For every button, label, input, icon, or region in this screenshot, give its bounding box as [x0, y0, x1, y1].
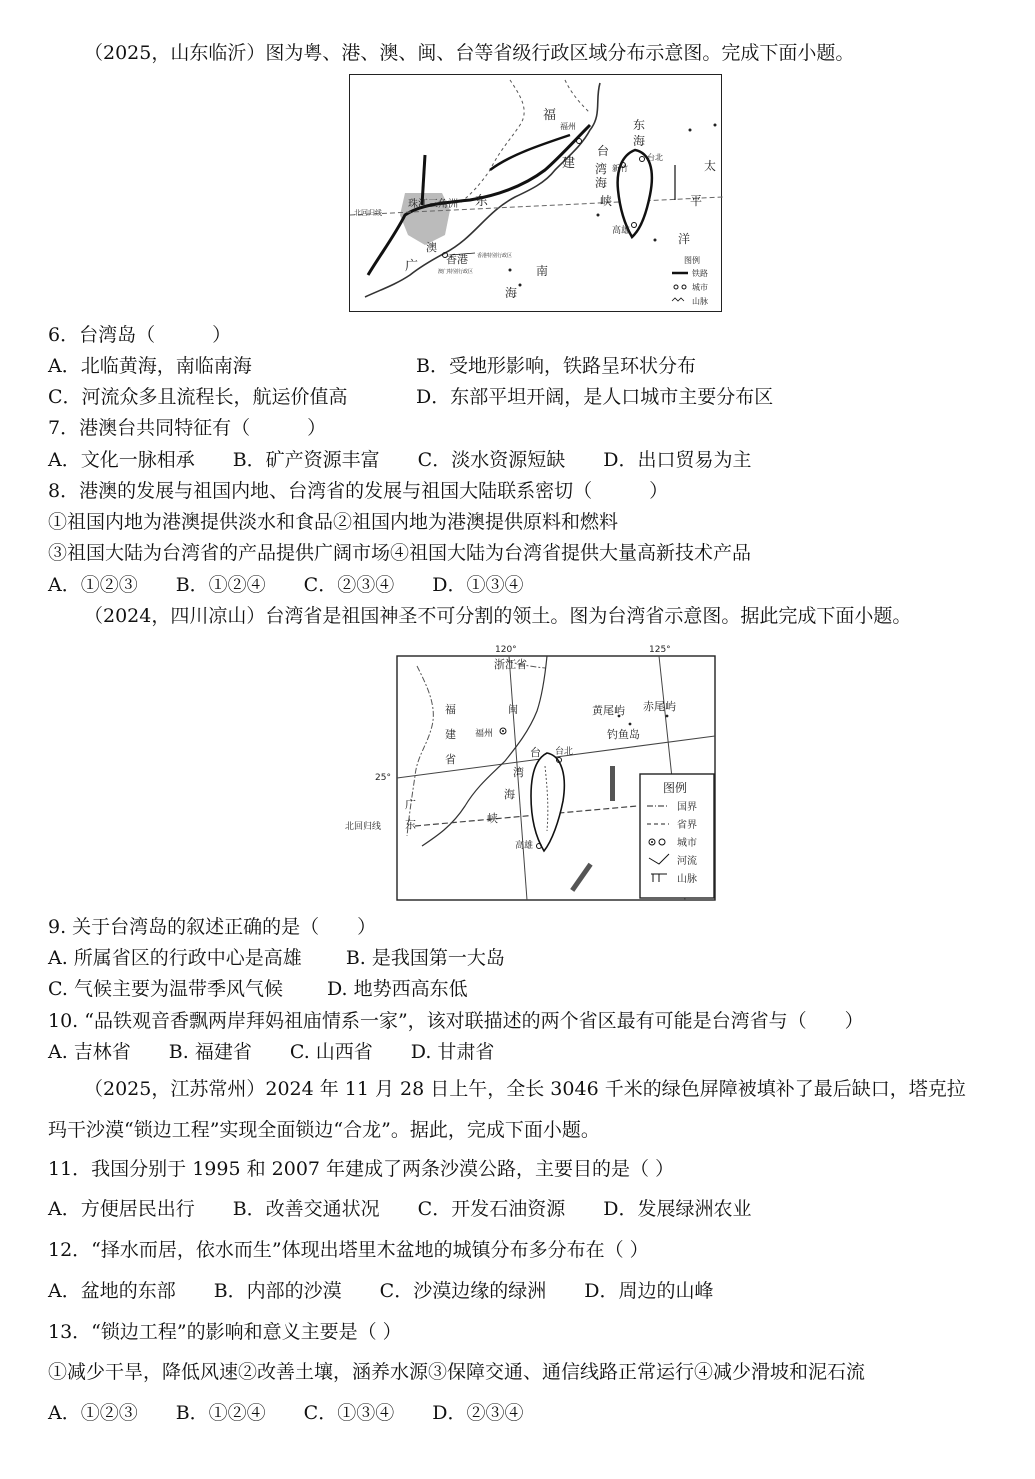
q6-option-b[interactable]: B．受地形影响，铁路呈环状分布: [416, 355, 696, 377]
mainland-coastline: [365, 83, 600, 297]
map2-guang: 广: [405, 798, 416, 811]
q8-stem: 8．港澳的发展与祖国内地、台湾省的发展与祖国大陆联系密切（ ）: [48, 480, 669, 502]
svg-text:山脉: 山脉: [692, 297, 708, 306]
svg-text:城市: 城市: [677, 838, 697, 849]
map1-macau: 澳: [426, 241, 437, 254]
map2-taibei: 台北: [555, 747, 574, 757]
map2-dong: 东: [405, 818, 416, 831]
q6-option-a[interactable]: A．北临黄海，南临南海: [48, 355, 252, 377]
map-guangdong-fujian-taiwan: [349, 74, 722, 312]
map2-xia: 峡: [487, 812, 498, 825]
city-marker: [577, 139, 582, 144]
map-taiwan-province: [345, 645, 715, 900]
map1-gaoxiong: 高雄: [612, 226, 631, 236]
map2-tropic: 北回归线: [345, 822, 382, 832]
map2-fuzhou: 福州: [475, 729, 494, 739]
map2-tai: 台: [530, 746, 541, 759]
map1-taibei: 台北: [647, 153, 663, 162]
map1-strait1: 台: [597, 144, 610, 158]
map1-east-sea1: 东: [633, 118, 646, 132]
q7-stem: 7．港澳台共同特征有（ ）: [48, 417, 327, 439]
map1-south-sea1: 南: [536, 264, 549, 278]
svg-text:山脉: 山脉: [677, 874, 697, 885]
map2-gaoxiong: 高雄: [515, 841, 534, 851]
q8-statement-2: ③祖国大陆为台湾省的产品提供广阔市场④祖国大陆为台湾省提供大量高新技术产品: [48, 542, 752, 564]
svg-text:省界: 省界: [677, 820, 697, 831]
q6-stem: 6．台湾岛（ ）: [48, 324, 232, 346]
map1-pacific2: 平: [690, 194, 703, 208]
map2-wan: 湾: [513, 766, 524, 779]
q12-stem: 12．“择水而居，依水而生”体现出塔里木盆地的城镇分布多分布在（ ）: [48, 1239, 649, 1261]
q11-stem: 11．我国分别于 1995 和 2007 年建成了两条沙漠公路，主要目的是（ ）: [48, 1158, 675, 1180]
svg-text:河流: 河流: [677, 856, 697, 867]
map2-huangwei: 黄尾屿: [592, 704, 625, 717]
map2-lon125: 125°: [649, 645, 671, 655]
map1-fuzhou: 福州: [560, 122, 576, 131]
map1-strait2: 湾: [595, 162, 608, 176]
map1-pearl-delta: 珠江三角洲: [408, 199, 458, 210]
map2-diaoyu: 钓鱼岛: [607, 728, 640, 741]
map1-fujian2: 建: [562, 156, 576, 171]
q12-options[interactable]: A．盆地的东部 B．内部的沙漠 C．沙漠边缘的绿洲 D．周边的山峰: [48, 1280, 714, 1302]
map1-legend: [672, 255, 708, 306]
section3-intro-2: 玛干沙漠“锁边工程”实现全面锁边“合龙”。据此，完成下面小题。: [48, 1119, 600, 1141]
q11-options[interactable]: A．方便居民出行 B．改善交通状况 C．开发石油资源 D．发展绿洲农业: [48, 1198, 752, 1220]
map1-guang: 广: [405, 259, 419, 274]
q9-stem: 9. 关于台湾岛的叙述正确的是（ ）: [48, 916, 377, 938]
map1-pacific1: 太: [704, 159, 717, 173]
map1-pacific3: 洋: [678, 232, 691, 246]
map1-strait4: 峡: [600, 194, 613, 208]
map1-south-sea2: 海: [505, 286, 518, 300]
map2-legend: [640, 774, 714, 898]
province-boundary: [460, 80, 524, 203]
map1-tropic: 北回归线: [354, 209, 382, 217]
map2-fujian2: 建: [445, 728, 456, 741]
q9-options-row1[interactable]: A. 所属省区的行政中心是高雄 B. 是我国第一大岛: [48, 947, 505, 969]
q10-options[interactable]: A. 吉林省 B. 福建省 C. 山西省 D. 甘肃省: [48, 1041, 495, 1063]
map1-macau-sar: 澳门特别行政区: [438, 269, 474, 275]
map1-hk-sar: 香港特别行政区: [477, 253, 513, 259]
map1-fujian1: 福: [543, 108, 557, 123]
map1-strait3: 海: [595, 176, 608, 190]
svg-text:国界: 国界: [677, 802, 697, 813]
q6-option-c[interactable]: C．河流众多且流程长，航运价值高: [48, 386, 348, 408]
section3-intro-1: （2025，江苏常州）2024 年 11 月 28 日上午，全长 3046 千米的绿色屏障被填补了最后缺口，塔克拉: [84, 1078, 966, 1100]
svg-text:图例: 图例: [663, 781, 688, 795]
q8-options[interactable]: A．①②③ B．①②④ C．②③④ D．①③④: [48, 574, 524, 596]
q9-options-row2[interactable]: C. 气候主要为温带季风气候 D. 地势西高东低: [48, 978, 468, 1000]
q10-stem: 10. “品铁观音香飘两岸拜妈祖庙情系一家”，该对联描述的两个省区最有可能是台湾省与（ ）: [48, 1010, 864, 1032]
section1-intro: （2025，山东临沂）图为粤、港、澳、闽、台等省级行政区域分布示意图。完成下面小题。: [84, 42, 855, 64]
map2-fujian1: 福: [445, 703, 456, 716]
map2-chiwei: 赤尾屿: [643, 700, 676, 713]
map2-zhejiang: 浙江省: [494, 658, 527, 671]
map2-fujian3: 省: [445, 753, 456, 766]
q13-stem: 13．“锁边工程”的影响和意义主要是（ ）: [48, 1321, 402, 1343]
section2-intro: （2024，四川凉山）台湾省是祖国神圣不可分割的领土。图为台湾省示意图。据此完成下面小题。: [84, 605, 912, 627]
map1-xinzhu: 新竹: [612, 164, 628, 173]
map2-lat25: 25°: [375, 773, 391, 783]
map1-east-sea2: 海: [633, 134, 646, 148]
map2-hai: 海: [504, 788, 515, 801]
q13-options[interactable]: A．①②③ B．①②④ C．①③④ D．②③④: [48, 1402, 524, 1424]
q8-statement-1: ①祖国内地为港澳提供淡水和食品②祖国内地为港澳提供原料和燃料: [48, 511, 619, 533]
q7-options[interactable]: A．文化一脉相承 B．矿产资源丰富 C．淡水资源短缺 D．出口贸易为主: [48, 449, 752, 471]
svg-text:图例: 图例: [684, 256, 700, 265]
map2-min: 闽: [508, 705, 518, 716]
svg-text:铁路: 铁路: [692, 269, 708, 278]
map1-hongkong: 香港: [446, 253, 468, 266]
q13-statement: ①减少干旱，降低风速②改善土壤，涵养水源③保障交通、通信线路正常运行④减少滑坡和泥石流: [48, 1361, 866, 1383]
map1-dong: 东: [475, 194, 489, 209]
svg-text:城市: 城市: [692, 283, 708, 292]
q6-option-d[interactable]: D．东部平坦开阔，是人口城市主要分布区: [416, 386, 774, 408]
map2-lon120: 120°: [495, 645, 517, 655]
